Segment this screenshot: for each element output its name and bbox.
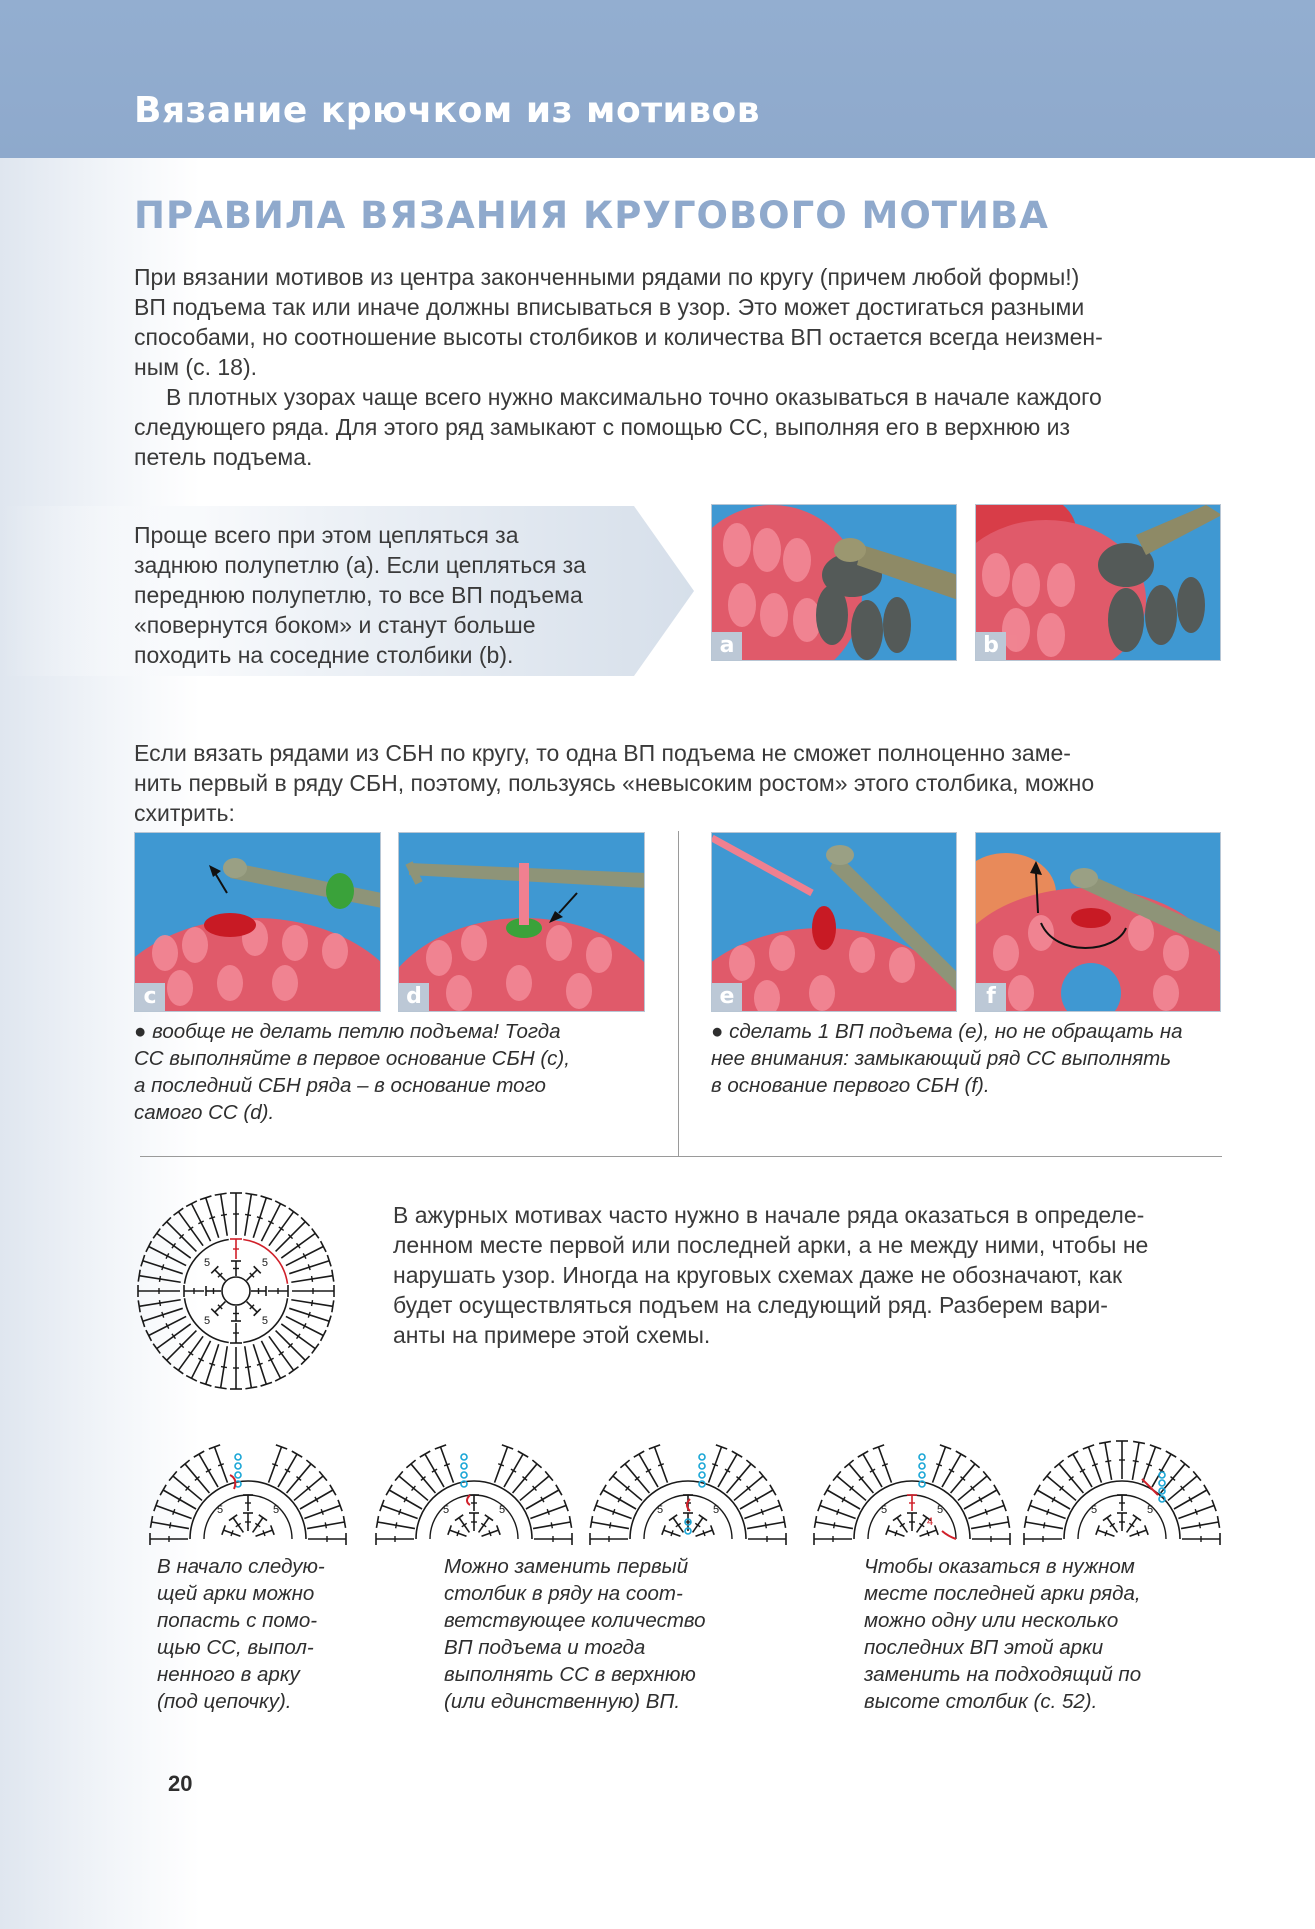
tip-line: заднюю полупетлю (a). Если цепляться за xyxy=(134,552,586,578)
caption-cd-line: самого СС (d). xyxy=(134,1101,275,1124)
round-motif-diagram xyxy=(130,1185,342,1397)
chain-dot xyxy=(461,1463,467,1469)
stitch-symbol xyxy=(308,1533,346,1545)
caption-1-line: попасть с помо- xyxy=(157,1609,318,1632)
stitch-symbol xyxy=(1182,1533,1220,1545)
openwork-paragraph xyxy=(393,1200,1223,1350)
page-number: 20 xyxy=(168,1771,193,1796)
stitch-symbol xyxy=(268,1285,288,1297)
chain-dot xyxy=(919,1472,925,1478)
intro-line: способами, но соотношение высоты столбиков и количества ВП остается всегда неизмен- xyxy=(134,324,1103,350)
half-motif-diagram-2 xyxy=(372,1435,576,1547)
caption-cd xyxy=(134,1018,654,1126)
stitch-symbol xyxy=(253,1196,272,1238)
stitch-symbol xyxy=(469,1495,479,1511)
stitch-symbol xyxy=(747,1516,785,1529)
stitch-symbol xyxy=(590,1516,628,1529)
stitch-symbol xyxy=(1117,1495,1127,1511)
stitch-symbol xyxy=(153,1229,191,1259)
caption-1-line: щью СС, выпол- xyxy=(157,1636,314,1659)
photo-c-image xyxy=(135,833,381,1012)
half-motif-diagram-3 xyxy=(586,1435,790,1547)
stitch-symbol xyxy=(1099,1441,1112,1479)
stitch-symbol xyxy=(718,1451,742,1487)
photo-c xyxy=(134,832,381,1012)
stitch-symbol xyxy=(307,1516,345,1529)
openwork-line: В ажурных мотивах часто нужно в начале ряда оказаться в определе- xyxy=(393,1202,1145,1228)
stitch-symbol xyxy=(469,1513,479,1531)
chapter-title: Вязание крючком из мотивов xyxy=(134,90,761,131)
stitch-symbol xyxy=(229,1515,243,1533)
caption-3-line: последних ВП этой арки xyxy=(864,1636,1104,1659)
photo-b-image xyxy=(976,505,1221,661)
photo-e-label: e xyxy=(712,983,742,1011)
stitch-symbol xyxy=(590,1533,628,1545)
photo-d-label: d xyxy=(399,983,429,1011)
stitch-symbol xyxy=(1127,1515,1141,1533)
photo-f xyxy=(975,832,1221,1012)
stitch-symbol xyxy=(230,1239,242,1259)
chain-count-label: 5 xyxy=(880,1504,888,1516)
intro-line: В плотных узорах чаще всего нужно максимально точно оказываться в начале каждого xyxy=(166,384,1102,410)
caption-3-line: заменить на подходящий по xyxy=(864,1663,1142,1686)
stitch-symbol xyxy=(479,1515,493,1533)
tip-line: «повернутся боком» и станут больше xyxy=(134,612,536,638)
stitch-symbol xyxy=(150,1533,188,1545)
stitch-symbol xyxy=(907,1495,917,1511)
stitch-symbol xyxy=(253,1344,272,1386)
stitch-symbol xyxy=(814,1516,852,1529)
chain-dot xyxy=(919,1463,925,1469)
stitch-symbol xyxy=(141,1308,183,1327)
stitch-symbol xyxy=(1132,1441,1145,1479)
stitch-symbol xyxy=(448,1525,467,1536)
caption-variant-3 xyxy=(864,1553,1194,1715)
chain-count-label: 5 xyxy=(216,1504,224,1516)
photo-c-label: c xyxy=(135,983,165,1011)
chain-dot xyxy=(461,1472,467,1478)
center-ring xyxy=(222,1277,250,1305)
stitch-symbol xyxy=(251,1286,266,1296)
caption-2-line: ВП подъема и тогда xyxy=(444,1636,646,1659)
stitch-symbol xyxy=(814,1533,852,1545)
stitch-symbol xyxy=(206,1286,221,1296)
photo-a xyxy=(711,504,957,661)
stitch-symbol xyxy=(278,1451,302,1487)
caption-2-line: (или единственную) ВП. xyxy=(444,1690,681,1713)
caption-2-line: выполнять СС в верхнюю xyxy=(444,1663,696,1686)
intro-line: следующего ряда. Для этого ряд замыкают с помощью СС, выполняя его в верхнюю из xyxy=(134,414,1071,440)
stitch-symbol xyxy=(162,1217,196,1251)
stitch-symbol xyxy=(1034,1485,1070,1509)
caption-1-line: щей арки можно xyxy=(157,1582,315,1605)
caption-2-line: столбик в ряду на соот- xyxy=(444,1582,683,1605)
stitch-symbol xyxy=(964,1485,1000,1509)
stitch-symbol xyxy=(247,1266,261,1280)
photo-f-label: f xyxy=(976,983,1006,1011)
chain-dot xyxy=(235,1472,241,1478)
stitch-symbol xyxy=(600,1485,636,1509)
intro-line: петель подъема. xyxy=(134,444,313,470)
stitch-symbol xyxy=(186,1201,210,1241)
stitch-symbol xyxy=(269,1208,299,1246)
stitch-symbol xyxy=(386,1485,422,1509)
tip-line: переднюю полупетлю, то все ВП подъема xyxy=(134,582,583,608)
chain-dot xyxy=(1159,1472,1165,1478)
caption-ef-line: в основание первого СБН (f). xyxy=(711,1074,990,1097)
stitch-symbol xyxy=(1103,1515,1117,1533)
stitch-symbol xyxy=(376,1516,414,1529)
openwork-line: анты на примере этой схемы. xyxy=(393,1322,711,1348)
chain-dot xyxy=(699,1454,705,1460)
photo-b xyxy=(975,504,1221,661)
photo-d xyxy=(398,832,645,1012)
stitch-symbol xyxy=(243,1495,253,1511)
stitch-symbol xyxy=(162,1331,196,1365)
stitch-symbol xyxy=(211,1302,225,1316)
sbn-line: схитрить: xyxy=(134,800,235,826)
stitch-symbol xyxy=(261,1201,285,1241)
stitch-symbol xyxy=(286,1241,326,1265)
caption-3-line: Чтобы оказаться в нужном xyxy=(864,1555,1135,1578)
stitch-symbol xyxy=(740,1485,776,1509)
stitch-symbol xyxy=(247,1302,261,1316)
photo-a-image xyxy=(712,505,957,661)
slip-stitch-mark xyxy=(467,1495,470,1505)
sbn-line: Если вязать рядами из СБН по кругу, то одна ВП подъема не сможет полноценно заме- xyxy=(134,740,1071,766)
chain-count-label: 5 xyxy=(712,1504,720,1516)
stitch-symbol xyxy=(276,1331,310,1365)
chain-count-label: 5 xyxy=(1146,1504,1154,1516)
photo-f-image xyxy=(976,833,1221,1012)
stitch-symbol xyxy=(455,1515,469,1533)
chain-dot xyxy=(1159,1480,1165,1486)
stitch-symbol xyxy=(1130,1525,1149,1536)
sbn-line: нить первый в ряду СБН, поэтому, пользуясь «невысоким ростом» этого столбика, можно xyxy=(134,770,1095,796)
stitch-symbol xyxy=(146,1316,186,1340)
stitch-symbol xyxy=(281,1324,319,1354)
chain-count-label: 5 xyxy=(203,1257,211,1270)
openwork-line: будет осуществляться подъем на следующий ряд. Разберем вари- xyxy=(393,1292,1108,1318)
stitch-symbol xyxy=(243,1513,253,1531)
stitch-symbol xyxy=(281,1229,319,1259)
stitch-symbol xyxy=(696,1525,715,1536)
chain-dot xyxy=(461,1454,467,1460)
caption-3-line: месте последней арки ряда, xyxy=(864,1582,1141,1605)
vertical-divider xyxy=(678,831,679,1156)
chain-count-label: 5 xyxy=(656,1504,664,1516)
tip-line: походить на соседние столбики (b). xyxy=(134,642,514,668)
stitch-symbol xyxy=(1181,1516,1219,1529)
stitch-symbol xyxy=(893,1515,907,1533)
stitch-symbol xyxy=(141,1255,183,1274)
stitch-symbol xyxy=(292,1285,334,1297)
chain-count-label: 5 xyxy=(1090,1504,1098,1516)
stitch-symbol xyxy=(1116,1441,1128,1479)
caption-ef-line: нее внимания: замыкающий ряд СС выполнять xyxy=(711,1047,1172,1070)
chain-count-label: 4 xyxy=(926,1516,934,1528)
sbn-paragraph xyxy=(134,738,1224,828)
intro-paragraph xyxy=(134,262,1214,472)
intro-line: ным (с. 18). xyxy=(134,354,258,380)
stitch-symbol xyxy=(230,1347,242,1389)
stitch-symbol xyxy=(231,1261,241,1276)
stitch-symbol xyxy=(256,1525,275,1536)
stitch-symbol xyxy=(186,1341,210,1381)
stitch-symbol xyxy=(1068,1451,1092,1487)
half-motif-diagram-5 xyxy=(1020,1435,1224,1547)
caption-1-line: В начало следую- xyxy=(157,1555,325,1578)
stitch-symbol xyxy=(1024,1533,1062,1545)
chain-count-label: 5 xyxy=(442,1504,450,1516)
chain-count-label: 5 xyxy=(498,1504,506,1516)
stitch-symbol xyxy=(662,1525,681,1536)
stitch-symbol xyxy=(1117,1513,1127,1531)
stitch-symbol xyxy=(534,1533,572,1545)
stitch-symbol xyxy=(1024,1516,1062,1529)
tip-text xyxy=(134,520,654,670)
stitch-symbol xyxy=(150,1516,188,1529)
photo-e xyxy=(711,832,957,1012)
caption-cd-line: ● вообще не делать петлю подъема! Тогда xyxy=(134,1020,561,1043)
intro-line: При вязании мотивов из центра законченными рядами по кругу (причем любой формы!) xyxy=(134,264,1080,290)
caption-3-line: можно одну или несколько xyxy=(864,1609,1119,1632)
stitch-symbol xyxy=(289,1255,331,1274)
stitch-symbol xyxy=(174,1208,204,1246)
chain-count-label: 5 xyxy=(272,1504,280,1516)
stitch-symbol xyxy=(971,1516,1009,1529)
stitch-symbol xyxy=(146,1241,186,1265)
chain-count-label: 5 xyxy=(936,1504,944,1516)
chain-count-label: 5 xyxy=(261,1314,269,1327)
stitch-symbol xyxy=(482,1525,501,1536)
stitch-symbol xyxy=(269,1336,299,1374)
header-band xyxy=(0,0,1315,158)
chain-dot xyxy=(699,1472,705,1478)
caption-3-line: высоте столбик (с. 52). xyxy=(864,1690,1098,1713)
section-title: ПРАВИЛА ВЯЗАНИЯ КРУГОВОГО МОТИВА xyxy=(134,194,1049,237)
chain-dot xyxy=(919,1454,925,1460)
stitch-symbol xyxy=(286,1316,326,1340)
caption-variant-1 xyxy=(157,1553,357,1715)
stitch-symbol xyxy=(261,1341,285,1381)
stitch-symbol xyxy=(160,1485,196,1509)
intro-line: ВП подъема так или иначе должны вписываться в узор. Это может достигаться разными xyxy=(134,294,1085,320)
stitch-symbol xyxy=(669,1515,683,1533)
chain-count-label: 5 xyxy=(261,1257,269,1270)
stitch-symbol xyxy=(230,1323,242,1343)
stitch-symbol xyxy=(184,1285,204,1297)
chain-dot xyxy=(235,1454,241,1460)
stitch-symbol xyxy=(886,1525,905,1536)
openwork-line: ленном месте первой или последней арки, а не между ними, чтобы не xyxy=(393,1232,1149,1258)
photo-e-image xyxy=(712,833,957,1012)
stitch-symbol xyxy=(1174,1485,1210,1509)
horizontal-divider xyxy=(140,1156,1222,1157)
caption-variant-2 xyxy=(444,1553,744,1715)
stitch-symbol xyxy=(222,1525,241,1536)
caption-2-line: ветствующее количество xyxy=(444,1609,706,1632)
slip-stitch-mark xyxy=(942,1531,956,1539)
caption-ef-line: ● сделать 1 ВП подъема (e), но не обращать на xyxy=(711,1020,1183,1043)
stitch-symbol xyxy=(276,1217,310,1251)
photo-d-image xyxy=(399,833,645,1012)
stitch-symbol xyxy=(533,1516,571,1529)
chain-dot xyxy=(235,1463,241,1469)
stitch-symbol xyxy=(972,1533,1010,1545)
stitch-symbol xyxy=(824,1485,860,1509)
caption-2-line: Можно заменить первый xyxy=(444,1555,689,1578)
stitch-symbol xyxy=(300,1485,336,1509)
stitch-symbol xyxy=(942,1451,966,1487)
caption-ef xyxy=(711,1018,1231,1099)
stitch-symbol xyxy=(230,1193,242,1235)
stitch-symbol xyxy=(748,1533,786,1545)
stitch-symbol xyxy=(634,1451,658,1487)
half-motif-diagram-1 xyxy=(146,1435,350,1547)
stitch-symbol xyxy=(289,1308,331,1327)
stitch-symbol xyxy=(858,1451,882,1487)
half-motif-diagram-4 xyxy=(810,1435,1014,1547)
stitch-symbol xyxy=(200,1196,219,1238)
caption-cd-line: СС выполняйте в первое основание СБН (c), xyxy=(134,1047,570,1070)
stitch-symbol xyxy=(504,1451,528,1487)
chain-count-label: 5 xyxy=(203,1314,211,1327)
stitch-symbol xyxy=(174,1336,204,1374)
stitch-symbol xyxy=(138,1285,180,1297)
slip-stitch-mark xyxy=(230,1475,235,1489)
caption-cd-line: а последний СБН ряда – в основание того xyxy=(134,1074,546,1097)
stitch-symbol xyxy=(376,1533,414,1545)
stitch-symbol xyxy=(693,1515,707,1533)
caption-1-line: ненного в арку xyxy=(157,1663,300,1686)
stitch-symbol xyxy=(194,1451,218,1487)
stitch-symbol xyxy=(231,1306,241,1321)
stitch-symbol xyxy=(1096,1525,1115,1536)
caption-1-line: (под цепочку). xyxy=(157,1690,292,1713)
stitch-symbol xyxy=(253,1515,267,1533)
chain-dot xyxy=(699,1463,705,1469)
photo-b-label: b xyxy=(976,632,1006,660)
openwork-line: нарушать узор. Иногда на круговых схемах даже не обозначают, как xyxy=(393,1262,1123,1288)
stitch-symbol xyxy=(420,1451,444,1487)
photo-a-label: a xyxy=(712,632,742,660)
tip-line: Проще всего при этом цепляться за xyxy=(134,522,519,548)
stitch-symbol xyxy=(200,1344,219,1386)
stitch-symbol xyxy=(211,1266,225,1280)
stitch-symbol xyxy=(907,1513,917,1531)
stitch-symbol xyxy=(526,1485,562,1509)
stitch-symbol xyxy=(153,1324,191,1354)
